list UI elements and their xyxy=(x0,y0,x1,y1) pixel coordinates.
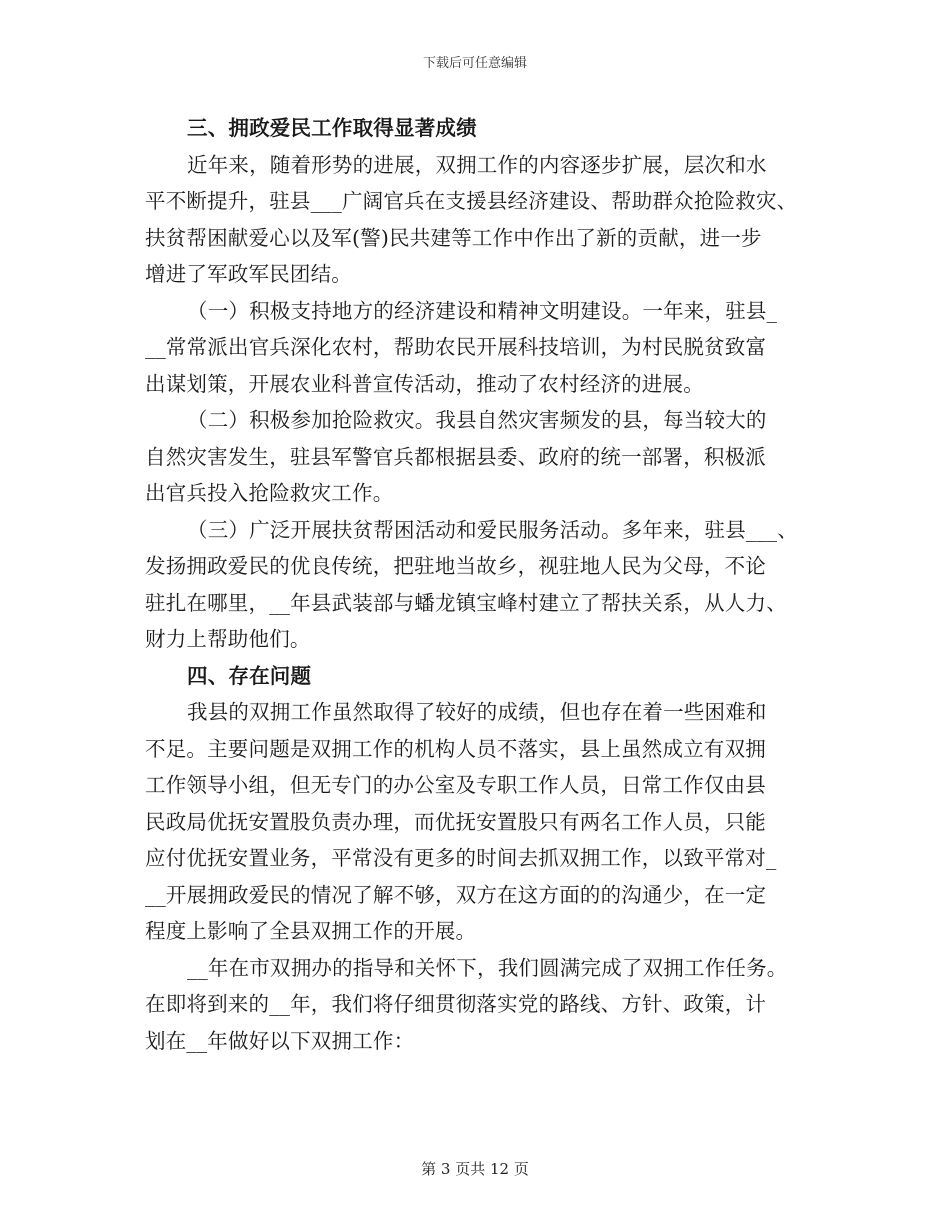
text-line: __常常派出官兵深化农村，帮助农民开展科技培训，为村民脱贫致富 xyxy=(145,335,767,359)
text-line: 财力上帮助他们。 xyxy=(145,627,311,651)
text-line: 出官兵投入抢险救灾工作。 xyxy=(145,481,394,505)
text-line: 在即将到来的__年，我们将仔细贯彻落实党的路线、方针、政策，计 xyxy=(145,992,767,1016)
section-heading: 三、拥政爱民工作取得显著成绩 xyxy=(187,116,477,140)
page-footer: 第 3 页共 12 页 xyxy=(421,1160,529,1178)
text-line: 应付优抚安置业务，平常没有更多的时间去抓双拥工作，以致平常对_ xyxy=(145,846,777,870)
text-line: 扶贫帮困献爱心以及军(警)民共建等工作中作出了新的贡献，进一步 xyxy=(145,225,762,250)
text-line: 民政局优抚安置股负责办理，而优抚安置股只有两名工作人员，只能 xyxy=(145,809,766,834)
text-line: （三）广泛开展扶贫帮困活动和爱民服务活动。多年来，驻县___、 xyxy=(187,517,798,542)
text-line: __开展拥政爱民的情况了解不够，双方在这方面的的沟通少，在一定 xyxy=(145,882,767,907)
text-line: 近年来，随着形势的进展，双拥工作的内容逐步扩展，层次和水 xyxy=(187,152,767,177)
page-header: 下载后可任意编辑 xyxy=(422,56,527,71)
document-body xyxy=(145,110,825,1059)
text-line: 平不断提升，驻县___广阔官兵在支援县经济建设、帮助群众抢险救灾、 xyxy=(145,189,798,213)
text-line: 出谋划策，开展农业科普宣传活动，推动了农村经济的进展。 xyxy=(145,371,704,396)
text-line: 不足。主要问题是双拥工作的机构人员不落实，县上虽然成立有双拥 xyxy=(145,736,766,761)
text-line: 发扬拥政爱民的优良传统，把驻地当故乡，视驻地人民为父母，不论 xyxy=(145,554,766,578)
text-line: 划在__年做好以下双拥工作： xyxy=(145,1028,415,1053)
text-line: __年在市双拥办的指导和关怀下，我们圆满完成了双拥工作任务。 xyxy=(187,955,788,980)
text-line: 增进了军政军民团结。 xyxy=(145,262,352,286)
text-line: 工作领导小组，但无专门的办公室及专职工作人员，日常工作仅由县 xyxy=(145,773,766,797)
text-line: 驻扎在哪里，__年县武装部与蟠龙镇宝峰村建立了帮扶关系，从人力、 xyxy=(145,590,787,615)
text-line: （二）积极参加抢险救灾。我县自然灾害频发的县，每当较大的 xyxy=(187,408,767,432)
text-line: 我县的双拥工作虽然取得了较好的成绩，但也存在着一些困难和 xyxy=(187,700,767,724)
text-line: 自然灾害发生，驻县军警官兵都根据县委、政府的统一部署，积极派 xyxy=(145,444,766,469)
section-heading: 四、存在问题 xyxy=(187,663,312,688)
text-line: （一）积极支持地方的经济建设和精神文明建设。一年来，驻县_ xyxy=(187,298,778,323)
text-line: 程度上影响了全县双拥工作的开展。 xyxy=(145,919,477,943)
